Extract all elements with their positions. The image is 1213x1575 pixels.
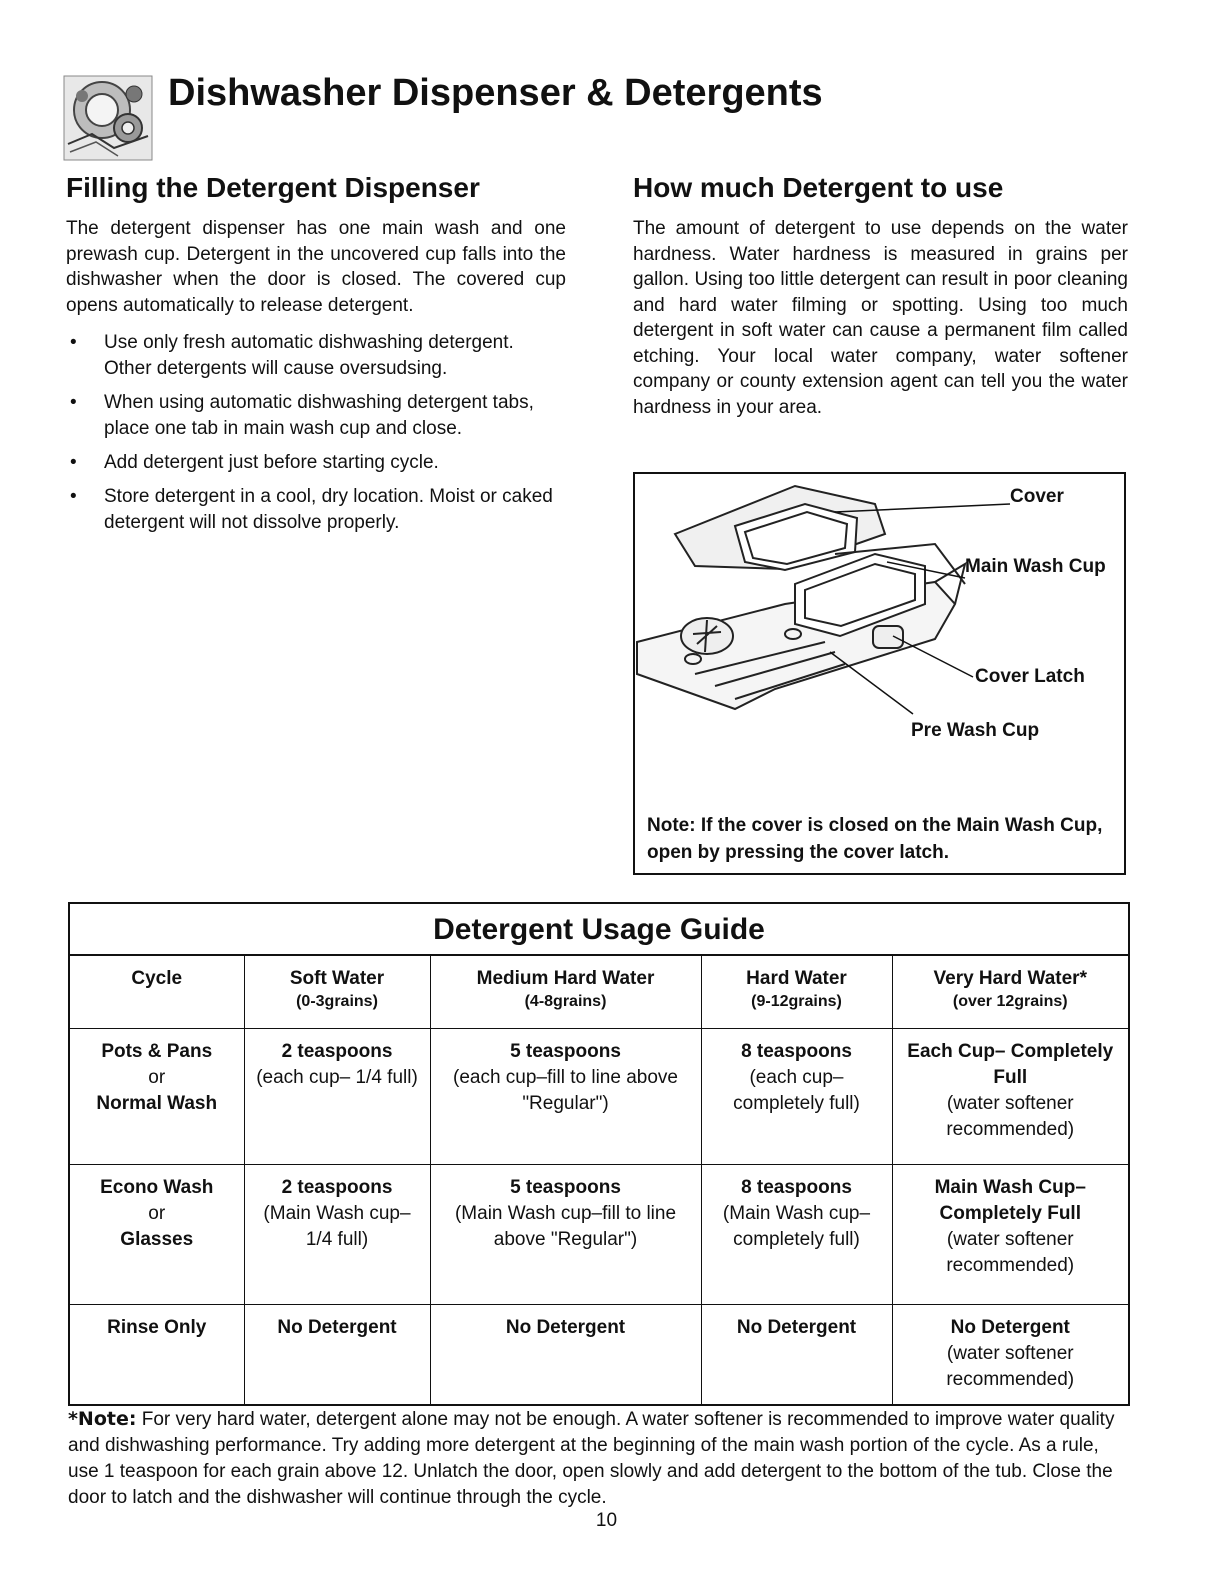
table-row [70,1304,1128,1404]
cycle-cell: Rinse Only [70,1304,244,1404]
hard-water-cell: No Detergent [701,1304,892,1404]
list-item: • When using automatic dishwashing detergent tabs, place one tab in main wash cup and close. [70,392,534,439]
filling-section [66,170,566,544]
very-hard-water-cell: Main Wash Cup– Completely Full (water softener recommended) [892,1164,1128,1304]
guide-table [70,956,1128,1404]
detergent-usage-guide [68,902,1130,1406]
table-header-row [70,956,1128,1028]
cover-label: Cover [1010,486,1064,507]
footnote-label: *Note: [68,1408,137,1430]
soft-water-cell: 2 teaspoons (each cup– 1/4 full) [244,1028,430,1164]
pre-wash-cup-label: Pre Wash Cup [911,720,1040,741]
how-much-text: The amount of detergent to use depends on the water hardness. Water hardness is measured in grains per gallon. Using too little detergent can result in poor cleaning and hard water filming or spotting. Using too much detergent in soft water can cause a permanent film called etching. Your local water company, water softener company or county extension agent can tell you the water hardness in your area. [633,218,1128,418]
bullet-icon: • [70,332,77,353]
main-wash-cup-label: Main Wash Cup [965,556,1106,577]
dispenser-figure [633,472,1126,875]
hard-water-cell: 8 teaspoons (Main Wash cup– completely full) [701,1164,892,1304]
medium-water-cell: No Detergent [430,1304,701,1404]
footnote [68,1406,1130,1511]
filling-bullet-list [66,330,566,536]
page-title: Dishwasher Dispenser & Detergents [168,72,823,114]
column-header-soft-water: Soft Water (0-3grains) [244,956,430,1028]
page-number: 10 [595,1510,618,1531]
column-header-hard-water: Hard Water (9-12grains) [701,956,892,1028]
soft-water-cell: No Detergent [244,1304,430,1404]
column-header-cycle: Cycle [70,956,244,1028]
bullet-icon: • [70,392,77,413]
guide-title: Detergent Usage Guide [70,904,1128,956]
list-item: • Add detergent just before starting cycle. [66,450,566,476]
very-hard-water-cell: Each Cup– Completely Full (water softener recommended) [892,1028,1128,1164]
table-row [70,1028,1128,1164]
bullet-icon: • [70,486,77,507]
very-hard-water-cell: No Detergent (water softener recommended) [892,1304,1128,1404]
cover-latch-label: Cover Latch [975,666,1085,687]
footnote-text: For very hard water, detergent alone may not be enough. A water softener is recommended to improve water quality and dishwashing performance. Try adding more detergent at the beginning of the main wash portion of the cycle. As a rule, use 1 teaspoon for each grain above 12. Unlatch the door, open slowly and add detergent to the bottom of the tub. Close the door to latch and the dishwasher will continue through the cycle. [68,1409,1115,1508]
dishwasher-rack-icon [62,74,154,162]
column-header-medium-hard-water: Medium Hard Water (4-8grains) [430,956,701,1028]
medium-water-cell: 5 teaspoons (each cup–fill to line above "Regular") [430,1028,701,1164]
hard-water-cell: 8 teaspoons (each cup– completely full) [701,1028,892,1164]
filling-intro: The detergent dispenser has one main wash and one prewash cup. Detergent in the uncovered cup falls into the dishwasher when the door is closed. The covered cup opens automatically to release detergent. [66,218,566,316]
list-item: • Use only fresh automatic dishwashing detergent. Other detergents will cause oversudsing. [70,332,514,379]
figure-note: Note: If the cover is closed on the Main Wash Cup, open by pressing the cover latch. [647,815,1103,863]
bullet-icon: • [70,452,77,473]
list-item: • Store detergent in a cool, dry location. Moist or caked detergent will not dissolve properly. [70,486,553,533]
table-row [70,1164,1128,1304]
cycle-cell: Econo Wash or Glasses [70,1164,244,1304]
how-much-heading: How much Detergent to use [633,172,1004,203]
soft-water-cell: 2 teaspoons (Main Wash cup– 1/4 full) [244,1164,430,1304]
medium-water-cell: 5 teaspoons (Main Wash cup–fill to line above "Regular") [430,1164,701,1304]
filling-heading: Filling the Detergent Dispenser [66,172,480,203]
cycle-cell: Pots & Pans or Normal Wash [70,1028,244,1164]
column-header-very-hard-water: Very Hard Water* (over 12grains) [892,956,1128,1028]
how-much-section [633,170,1128,420]
